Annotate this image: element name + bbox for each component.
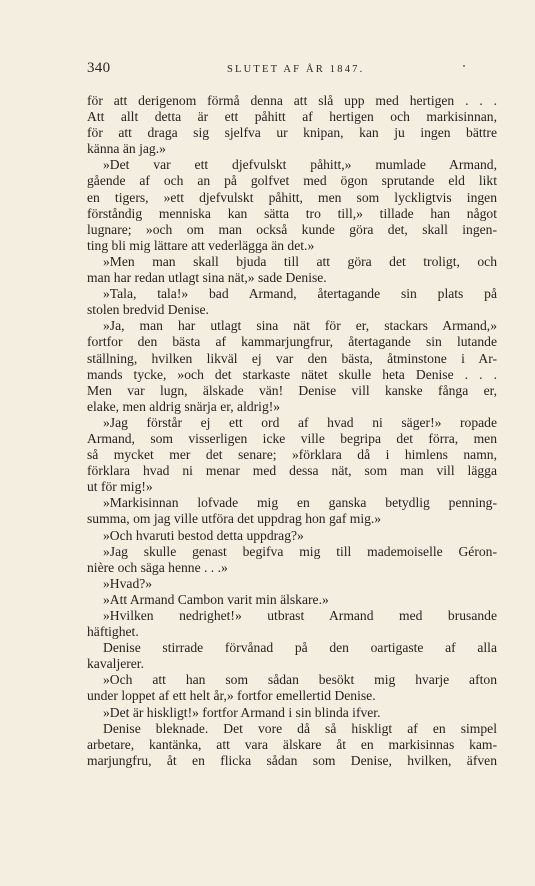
text-line: »Och att han som sådan besökt mig hvarje afton: [103, 672, 497, 688]
text-line: nière och säga henne . . .»: [87, 559, 228, 575]
page-header: [87, 60, 497, 82]
text-line: ting bli mig lättare att vederlägga än det.»: [87, 237, 315, 253]
text-line: lugnare; »och om man också kunde göra det, skall ingen-: [87, 221, 497, 237]
text-line: för att draga sig sjelfva ur knipan, kan ju ingen bättre: [87, 125, 497, 141]
text-line: »Att Armand Cambon varit min älskare.»: [103, 591, 329, 607]
text-line: »Och hvaruti bestod detta uppdrag?»: [103, 527, 304, 543]
text-line: Att allt detta är ett påhitt af hertigen och markisinnan,: [87, 109, 497, 125]
text-line: arbetare, kantänka, att vara älskare åt en markisinnas kam-: [87, 736, 497, 752]
body-text: [87, 93, 497, 769]
text-line: ställning, hvilken likväl ej var den bästa, åtminstone i Ar-: [87, 350, 497, 366]
text-line: för att derigenom förmå denna att slå upp med hertigen . . .: [87, 93, 497, 108]
text-line: elake, men aldrig snärja er, aldrig!»: [87, 398, 281, 414]
text-line: »Jag förstår ej ett ord af hvad ni säger!» ropade: [103, 414, 497, 430]
text-line: gående af och an på golfvet med ögon sprutande eld likt: [87, 173, 497, 189]
text-line: känna än jag.»: [87, 141, 166, 157]
text-line: »Det var ett djefvulskt påhitt,» mumlade Armand,: [103, 157, 497, 173]
text-line: förståndig menniska kan sätta tro till,» tillade han något: [87, 205, 497, 221]
text-line: Armand, som visserligen icke ville begripa det förra, men: [87, 430, 497, 446]
page-number: 340: [87, 60, 111, 76]
text-line: under loppet af ett helt år,» fortfor emellertid Denise.: [87, 688, 376, 704]
text-line: marjungfru, åt en flicka sådan som Denise, hvilken, äfven: [87, 752, 497, 768]
text-line: häftighet.: [87, 624, 139, 640]
text-line: förklara hvad ni menar med dessa nät, som man vill lägga: [87, 463, 497, 479]
running-title: SLUTET AF ÅR 1847.: [227, 64, 365, 75]
text-line: »Tala, tala!» bad Armand, återtagande sin plats på: [103, 286, 497, 302]
text-line: en tigers, »ett djefvulskt påhitt, men som lyckligtvis ingen: [87, 189, 497, 205]
text-line: fortfor den bästa af kammarjungfrur, återtagande sin lutande: [87, 334, 497, 350]
text-line: Men var lugn, älskade vän! Denise vill kanske fånga er,: [87, 382, 497, 398]
text-line: »Hvad?»: [103, 575, 153, 591]
text-line: stolen bredvid Denise.: [87, 302, 209, 318]
text-line: summa, om jag ville utföra det uppdrag hon gaf mig.»: [87, 511, 382, 527]
text-line: man har redan utlagt sina nät,» sade Denise.: [87, 270, 327, 286]
text-line: »Men man skall bjuda till att göra det troligt, och: [103, 253, 497, 269]
text-line: Denise bleknade. Det vore då så hiskligt af en simpel: [103, 720, 497, 736]
text-line: Denise stirrade förvånad på den oartigaste af alla: [103, 640, 497, 656]
text-line: »Det är hiskligt!» fortfor Armand i sin blinda ifver.: [103, 704, 381, 720]
text-line: »Markisinnan lofvade mig en ganska betydlig penning-: [103, 495, 497, 511]
text-line: så mycket mer det senare; »förklara då i himlens namn,: [87, 447, 497, 463]
text-line: mands tycke, »och det starkaste nätet skulle heta Denise . . .: [87, 366, 497, 382]
text-line: kavaljerer.: [87, 656, 144, 672]
text-line: »Jag skulle genast begifva mig till mademoiselle Géron-: [103, 543, 497, 559]
text-line: ut för mig!»: [87, 479, 153, 495]
text-line: »Ja, man har utlagt sina nät för er, stackars Armand,»: [103, 318, 497, 334]
text-line: »Hvilken nedrighet!» utbrast Armand med brusande: [103, 608, 497, 623]
